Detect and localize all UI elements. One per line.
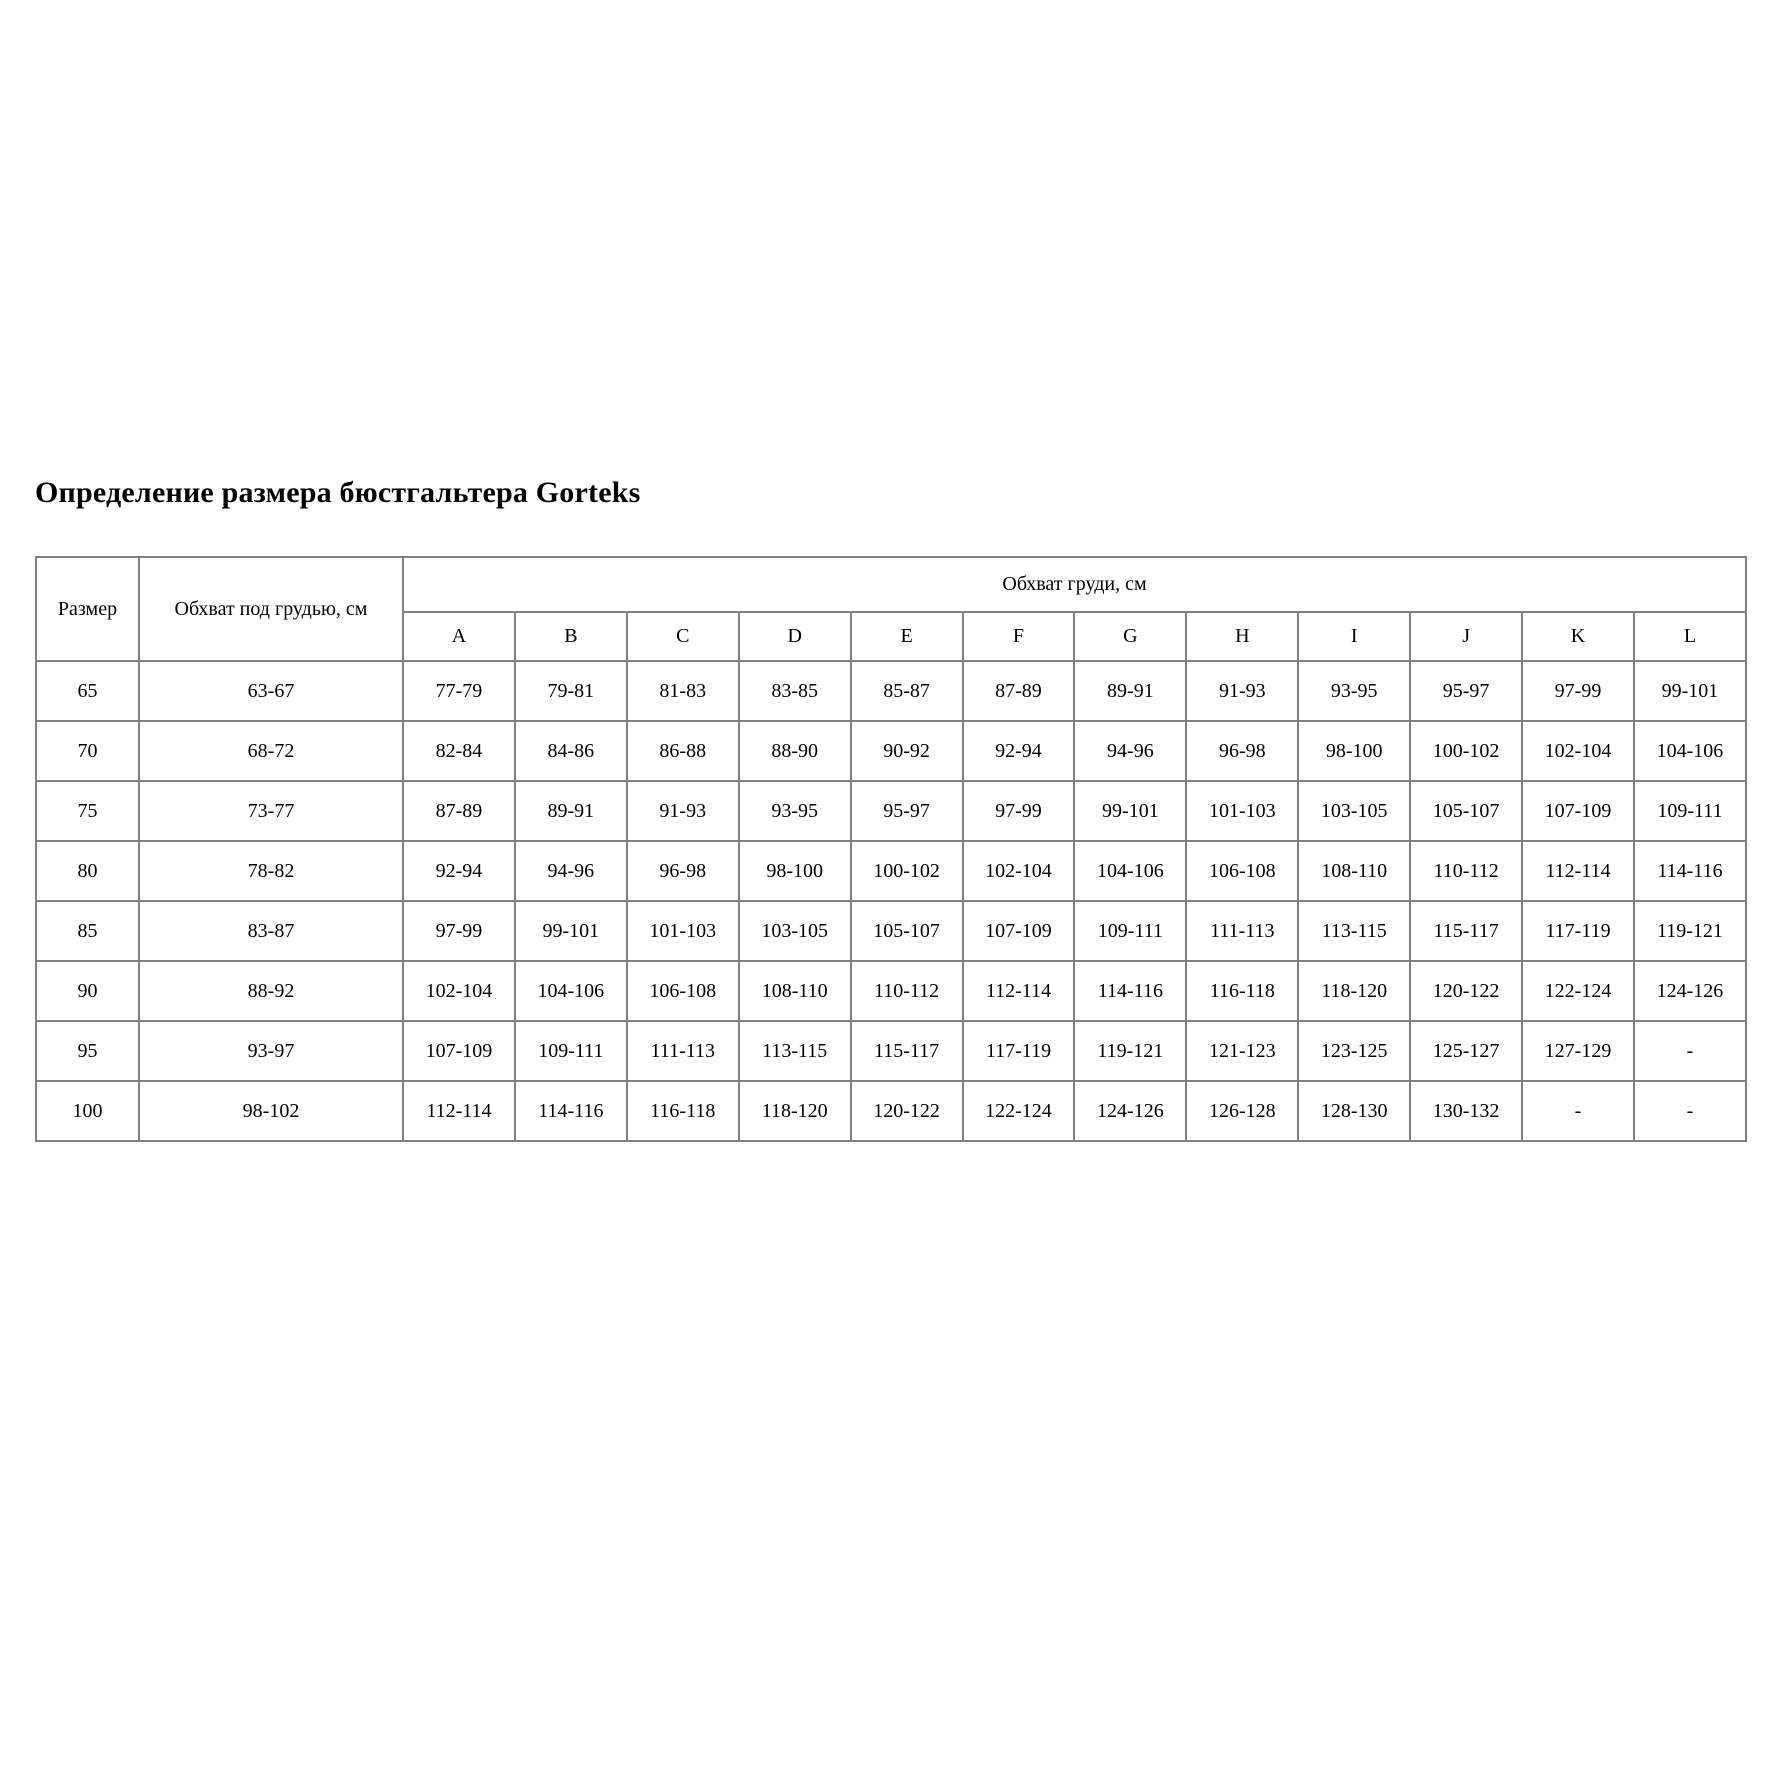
cup-letter-header: G [1074,612,1186,661]
cup-value-cell: 116-118 [1186,961,1298,1021]
cup-value-cell: 102-104 [1522,721,1634,781]
cup-value-cell: 84-86 [515,721,627,781]
cup-value-cell: 117-119 [963,1021,1075,1081]
table-row [36,961,1746,1021]
cup-value-cell: 94-96 [515,841,627,901]
cup-value-cell: 111-113 [1186,901,1298,961]
cup-value-cell: 83-85 [739,661,851,721]
underbust-cell: 83-87 [139,901,403,961]
cup-value-cell: 110-112 [851,961,963,1021]
underbust-cell: 93-97 [139,1021,403,1081]
cup-letter-header: K [1522,612,1634,661]
col-header-underbust: Обхват под грудью, см [139,557,403,661]
cup-value-cell: 124-126 [1074,1081,1186,1141]
underbust-cell: 63-67 [139,661,403,721]
underbust-cell: 98-102 [139,1081,403,1141]
cup-value-cell: 106-108 [627,961,739,1021]
size-chart-container [35,556,1747,1142]
cup-letter-header: H [1186,612,1298,661]
cup-value-cell: 114-116 [1634,841,1746,901]
cup-value-cell: 119-121 [1074,1021,1186,1081]
table-row [36,1021,1746,1081]
cup-value-cell: 95-97 [1410,661,1522,721]
cup-value-cell: 122-124 [1522,961,1634,1021]
cup-value-cell: 130-132 [1410,1081,1522,1141]
cup-letter-header: A [403,612,515,661]
cup-value-cell: 101-103 [627,901,739,961]
cup-value-cell: 112-114 [1522,841,1634,901]
cup-value-cell: 127-129 [1522,1021,1634,1081]
cup-value-cell: 109-111 [515,1021,627,1081]
cup-value-cell: 117-119 [1522,901,1634,961]
cup-value-cell: 102-104 [403,961,515,1021]
cup-value-cell: 103-105 [739,901,851,961]
cup-value-cell: 122-124 [963,1081,1075,1141]
cup-value-cell: 120-122 [851,1081,963,1141]
cup-value-cell: 107-109 [403,1021,515,1081]
page-title: Определение размера бюстгальтера Gorteks [35,476,641,509]
cup-value-cell: 91-93 [1186,661,1298,721]
cup-letter-header: L [1634,612,1746,661]
underbust-cell: 68-72 [139,721,403,781]
table-row [36,781,1746,841]
cup-letter-header: C [627,612,739,661]
cup-value-cell: 105-107 [1410,781,1522,841]
table-row [36,1081,1746,1141]
cup-value-cell: 93-95 [739,781,851,841]
cup-value-cell: 86-88 [627,721,739,781]
cup-value-cell: - [1634,1081,1746,1141]
size-cell: 95 [36,1021,139,1081]
cup-value-cell: 98-100 [739,841,851,901]
cup-value-cell: - [1522,1081,1634,1141]
table-row [36,901,1746,961]
size-cell: 70 [36,721,139,781]
size-cell: 90 [36,961,139,1021]
table-row [36,721,1746,781]
cup-value-cell: 114-116 [1074,961,1186,1021]
cup-value-cell: 79-81 [515,661,627,721]
cup-letter-header: E [851,612,963,661]
cup-value-cell: 81-83 [627,661,739,721]
underbust-cell: 73-77 [139,781,403,841]
cup-value-cell: 97-99 [1522,661,1634,721]
col-header-bust: Обхват груди, см [403,557,1746,612]
cup-value-cell: 87-89 [963,661,1075,721]
cup-value-cell: 95-97 [851,781,963,841]
cup-letter-header: D [739,612,851,661]
cup-value-cell: 116-118 [627,1081,739,1141]
cup-value-cell: 123-125 [1298,1021,1410,1081]
cup-value-cell: 109-111 [1634,781,1746,841]
cup-value-cell: 110-112 [1410,841,1522,901]
cup-value-cell: 109-111 [1074,901,1186,961]
cup-value-cell: 99-101 [515,901,627,961]
header-row-top [36,557,1746,612]
cup-value-cell: 114-116 [515,1081,627,1141]
cup-value-cell: 77-79 [403,661,515,721]
cup-value-cell: 105-107 [851,901,963,961]
table-row [36,841,1746,901]
cup-value-cell: 89-91 [1074,661,1186,721]
cup-value-cell: 94-96 [1074,721,1186,781]
cup-value-cell: 100-102 [851,841,963,901]
size-chart-table [35,556,1747,1142]
cup-value-cell: 90-92 [851,721,963,781]
cup-value-cell: 92-94 [403,841,515,901]
cup-value-cell: - [1634,1021,1746,1081]
cup-value-cell: 119-121 [1634,901,1746,961]
cup-value-cell: 115-117 [1410,901,1522,961]
size-cell: 80 [36,841,139,901]
cup-value-cell: 89-91 [515,781,627,841]
col-header-size: Размер [36,557,139,661]
cup-value-cell: 107-109 [963,901,1075,961]
cup-value-cell: 106-108 [1186,841,1298,901]
cup-value-cell: 100-102 [1410,721,1522,781]
cup-value-cell: 126-128 [1186,1081,1298,1141]
cup-value-cell: 98-100 [1298,721,1410,781]
cup-value-cell: 92-94 [963,721,1075,781]
cup-value-cell: 121-123 [1186,1021,1298,1081]
size-cell: 75 [36,781,139,841]
cup-value-cell: 91-93 [627,781,739,841]
cup-letter-header: F [963,612,1075,661]
cup-value-cell: 120-122 [1410,961,1522,1021]
cup-letter-header: B [515,612,627,661]
size-cell: 100 [36,1081,139,1141]
cup-value-cell: 102-104 [963,841,1075,901]
cup-value-cell: 115-117 [851,1021,963,1081]
cup-value-cell: 97-99 [403,901,515,961]
cup-value-cell: 104-106 [1634,721,1746,781]
cup-value-cell: 85-87 [851,661,963,721]
cup-value-cell: 96-98 [1186,721,1298,781]
cup-letter-header: I [1298,612,1410,661]
cup-value-cell: 118-120 [1298,961,1410,1021]
size-cell: 85 [36,901,139,961]
cup-value-cell: 82-84 [403,721,515,781]
underbust-cell: 78-82 [139,841,403,901]
cup-value-cell: 96-98 [627,841,739,901]
cup-value-cell: 124-126 [1634,961,1746,1021]
cup-value-cell: 93-95 [1298,661,1410,721]
cup-value-cell: 104-106 [515,961,627,1021]
cup-value-cell: 128-130 [1298,1081,1410,1141]
cup-value-cell: 113-115 [739,1021,851,1081]
table-row [36,661,1746,721]
cup-value-cell: 87-89 [403,781,515,841]
cup-value-cell: 118-120 [739,1081,851,1141]
cup-value-cell: 113-115 [1298,901,1410,961]
underbust-cell: 88-92 [139,961,403,1021]
cup-value-cell: 111-113 [627,1021,739,1081]
cup-value-cell: 112-114 [403,1081,515,1141]
cup-value-cell: 108-110 [739,961,851,1021]
cup-value-cell: 104-106 [1074,841,1186,901]
cup-value-cell: 125-127 [1410,1021,1522,1081]
cup-value-cell: 103-105 [1298,781,1410,841]
cup-value-cell: 107-109 [1522,781,1634,841]
cup-value-cell: 108-110 [1298,841,1410,901]
size-cell: 65 [36,661,139,721]
cup-value-cell: 99-101 [1634,661,1746,721]
cup-value-cell: 112-114 [963,961,1075,1021]
cup-value-cell: 97-99 [963,781,1075,841]
cup-value-cell: 99-101 [1074,781,1186,841]
cup-value-cell: 101-103 [1186,781,1298,841]
cup-letter-header: J [1410,612,1522,661]
cup-value-cell: 88-90 [739,721,851,781]
